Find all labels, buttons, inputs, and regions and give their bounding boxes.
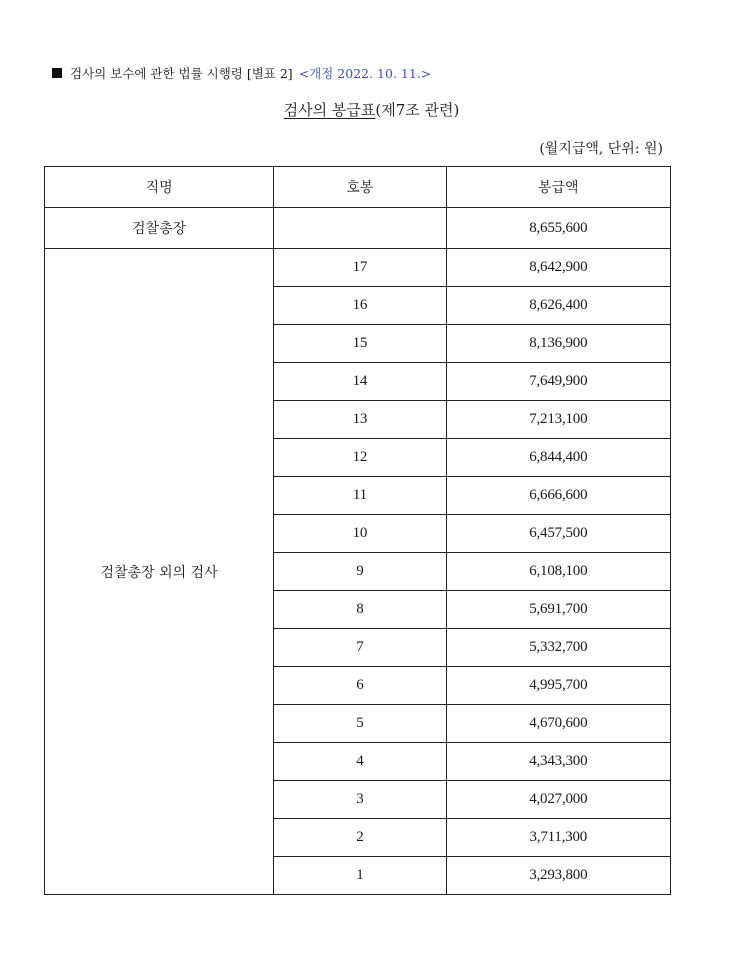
step-cell: 16 — [274, 287, 446, 325]
document-title — [0, 99, 743, 120]
salary-cell: 6,666,600 — [446, 477, 670, 515]
step-cell: 12 — [274, 439, 446, 477]
unit-note: (월지급액, 단위: 원) — [539, 141, 663, 157]
salary-cell: 4,670,600 — [446, 705, 670, 743]
document-header — [52, 64, 431, 82]
step-cell: 8 — [274, 591, 446, 629]
step-cell — [274, 208, 446, 249]
title-main: 검사의 봉급표 — [283, 101, 376, 119]
step-cell: 3 — [274, 781, 446, 819]
salary-cell: 8,136,900 — [446, 325, 670, 363]
salary-cell: 8,642,900 — [446, 249, 670, 287]
salary-cell: 5,332,700 — [446, 629, 670, 667]
step-cell: 4 — [274, 743, 446, 781]
salary-cell: 4,343,300 — [446, 743, 670, 781]
table-header-row — [45, 167, 671, 208]
step-cell: 1 — [274, 857, 446, 895]
step-cell: 5 — [274, 705, 446, 743]
step-cell: 13 — [274, 401, 446, 439]
column-header-position: 직명 — [45, 167, 274, 208]
group-position-cell: 검찰총장 외의 검사 — [45, 249, 274, 895]
salary-cell: 8,655,600 — [446, 208, 670, 249]
title-sub: (제7조 관련) — [375, 101, 460, 119]
salary-cell: 3,293,800 — [446, 857, 670, 895]
step-cell: 7 — [274, 629, 446, 667]
salary-cell: 8,626,400 — [446, 287, 670, 325]
step-cell: 2 — [274, 819, 446, 857]
salary-cell: 6,108,100 — [446, 553, 670, 591]
step-cell: 10 — [274, 515, 446, 553]
salary-cell: 4,995,700 — [446, 667, 670, 705]
salary-table — [44, 166, 671, 895]
salary-cell: 3,711,300 — [446, 819, 670, 857]
table-row — [45, 249, 671, 287]
step-cell: 11 — [274, 477, 446, 515]
column-header-step: 호봉 — [274, 167, 446, 208]
salary-cell: 4,027,000 — [446, 781, 670, 819]
header-text: 검사의 보수에 관한 법률 시행령 [별표 2] — [70, 66, 293, 81]
square-bullet-icon — [52, 68, 62, 78]
step-cell: 9 — [274, 553, 446, 591]
step-cell: 17 — [274, 249, 446, 287]
salary-cell: 6,457,500 — [446, 515, 670, 553]
salary-cell: 5,691,700 — [446, 591, 670, 629]
step-cell: 14 — [274, 363, 446, 401]
step-cell: 6 — [274, 667, 446, 705]
salary-cell: 7,213,100 — [446, 401, 670, 439]
column-header-salary: 봉급액 — [446, 167, 670, 208]
salary-cell: 7,649,900 — [446, 363, 670, 401]
step-cell: 15 — [274, 325, 446, 363]
position-cell: 검찰총장 — [45, 208, 274, 249]
amendment-date: <개정 2022. 10. 11.> — [298, 66, 432, 81]
table-row-prosecutor-general — [45, 208, 671, 249]
salary-cell: 6,844,400 — [446, 439, 670, 477]
